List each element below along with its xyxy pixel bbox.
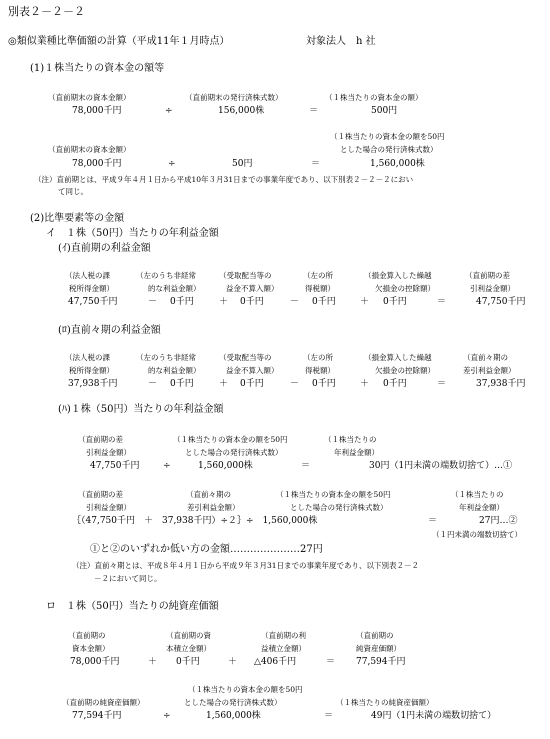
page-title: ◎類似業種比準価額の計算（平成11年１月時点） (8, 36, 230, 47)
c-r2-header-3a: （１株当たりの資本金の額を50円 (276, 490, 391, 499)
c-note-line-1: （注）直前々期とは、平成８年４月１日から平成９年３月31日までの事業年度であり、以下別表２－２ (72, 561, 420, 570)
c-r2-eq: ＝ (428, 516, 438, 526)
a-op-3: － (290, 297, 300, 307)
c-r1-header-2b: とした場合の発行済株式数） (185, 448, 283, 457)
ro-r1-value-4: 77,594千円 (356, 657, 406, 667)
s1-r1-value-1: 78,000千円 (72, 106, 122, 116)
a-value-3: 0千円 (240, 297, 264, 307)
a-header-2a: （左のうち非経常 (136, 271, 196, 280)
b-value-5: 0千円 (383, 379, 407, 389)
a-op-4: ＋ (360, 297, 370, 307)
section-2-i-heading: イ １株（50円）当たりの年利益金額 (46, 228, 219, 239)
section-2-ro-heading: ロ １株（50円）当たりの純資産価額 (46, 601, 219, 612)
s1-r1-eq: ＝ (309, 106, 319, 116)
ro-r1-value-2: 0千円 (176, 657, 200, 667)
ro-r1-header-2b: 本積立金額） (166, 644, 211, 653)
b-op-2: ＋ (219, 379, 229, 389)
c-note-line-2: －２において同じ。 (94, 574, 162, 583)
b-header-2b: 的な利益金額） (148, 366, 201, 375)
a-header-5b: 欠損金の控除額） (375, 284, 435, 293)
s1-r2-eq: ＝ (311, 159, 321, 169)
ro-r1-header-3a: （直前期の利 (261, 631, 306, 640)
s1-note-line-2: て同じ。 (58, 187, 88, 196)
a-header-3b: 益金不算入額） (226, 284, 279, 293)
ro-r2-value-2: 1,560,000株 (206, 711, 261, 721)
a-header-3a: （受取配当等の (219, 271, 272, 280)
c-r2-header-4b: 年利益金額） (459, 503, 504, 512)
ro-r2-result: 49円（1円未満の端数切捨て） (371, 711, 497, 721)
s1-r2-value-3: 1,560,000株 (370, 159, 425, 169)
ro-r1-header-3b: 益積立金額） (261, 644, 306, 653)
c-r2-header-1a: （直前期の差 (78, 490, 123, 499)
c-r1-header-1a: （直前期の差 (78, 435, 123, 444)
table-reference: 別表２－２－２ (8, 5, 85, 18)
ro-r1-header-1a: （直前期の (68, 631, 106, 640)
s1-r1-header-3: （１株当たりの資本金の額） (325, 93, 423, 102)
a-value-1: 47,750千円 (68, 297, 118, 307)
b-header-2a: （左のうち非経常 (136, 353, 196, 362)
b-eq: ＝ (437, 379, 447, 389)
b-header-1a: （法人税の課 (65, 353, 110, 362)
s1-r1-op: ÷ (165, 106, 173, 116)
a-value-4: 0千円 (312, 297, 336, 307)
s1-r2-value-2: 50円 (232, 159, 253, 169)
ro-r1-header-2a: （直前期の資 (166, 631, 211, 640)
c-r2-header-2b: 差引利益金額） (187, 503, 240, 512)
c-r2-rounding-note: （１円未満の端数切捨て） (432, 530, 522, 539)
b-op-4: ＋ (360, 379, 370, 389)
a-header-5a: （損金算入した繰越 (364, 271, 432, 280)
s1-r1-value-2: 156,000株 (218, 106, 265, 116)
b-value-1: 37,938千円 (68, 379, 118, 389)
s1-r2-header-3a: （１株当たりの資本金の額を50円 (330, 132, 445, 141)
b-value-3: 0千円 (240, 379, 264, 389)
b-op-1: － (148, 379, 158, 389)
b-header-3a: （受取配当等の (219, 353, 272, 362)
ro-r2-op: ÷ (163, 711, 171, 721)
a-value-6: 47,750千円 (476, 297, 526, 307)
b-header-6b: 差引利益金額） (463, 366, 516, 375)
ro-r2-value-1: 77,594千円 (72, 711, 122, 721)
a-op-2: ＋ (219, 297, 229, 307)
a-value-2: 0千円 (170, 297, 194, 307)
a-header-4a: （左の所 (303, 271, 333, 280)
b-value-2: 0千円 (170, 379, 194, 389)
c-r2-expression: ｛（47,750千円 ＋ 37,938千円）÷２｝÷ 1,560,000株 (72, 516, 318, 526)
b-header-1b: 税所得金額） (69, 366, 114, 375)
ro-r2-header-2b: とした場合の発行済株式数） (184, 698, 282, 707)
ro-r1-value-3: △406千円 (254, 657, 297, 667)
c-r1-header-3a: （１株当たりの (324, 435, 377, 444)
a-header-4b: 得税額） (305, 284, 335, 293)
c-lower-amount: ①と②のいずれか低い方の金額…………………27円 (90, 544, 323, 555)
s1-r1-header-2: （直前期末の発行済株式数） (185, 93, 283, 102)
ro-r2-header-1: （直前期の純資産価額） (62, 698, 145, 707)
subsection-c-heading: (ﾊ)１株（50円）当たりの年利益金額 (58, 404, 224, 415)
c-r2-header-1b: 引利益金額） (86, 503, 131, 512)
ro-r2-eq: ＝ (324, 711, 334, 721)
a-header-1a: （法人税の課 (65, 271, 110, 280)
ro-r1-value-1: 78,000千円 (70, 657, 120, 667)
c-r1-value-1: 47,750千円 (90, 461, 140, 471)
b-header-4a: （左の所 (303, 353, 333, 362)
ro-r1-header-1b: 資本金額） (72, 644, 110, 653)
c-r2-header-4a: （１株当たりの (451, 490, 504, 499)
a-header-2b: 的な利益金額） (148, 284, 201, 293)
s1-r1-header-1: （直前期末の資本金額） (48, 93, 131, 102)
subject-company: 対象法人 h 社 (306, 36, 376, 47)
c-r1-op: ÷ (163, 461, 171, 471)
s1-r2-header-1: （直前期末の資本金額） (48, 145, 131, 154)
b-header-3b: 益金不算入額） (226, 366, 279, 375)
a-header-6b: 引利益金額） (470, 284, 515, 293)
ro-r2-header-3: （１株当たりの純資産価額） (336, 698, 434, 707)
b-value-6: 37,938千円 (476, 379, 526, 389)
s1-r2-op: ÷ (168, 159, 176, 169)
s1-note-line-1: （注）直前期とは、平成９年４月１日から平成10年３月31日までの事業年度であり、以下別表２－２－２におい (34, 175, 414, 184)
c-r1-value-2: 1,560,000株 (198, 461, 253, 471)
a-eq: ＝ (437, 297, 447, 307)
ro-r1-eq: ＝ (326, 657, 336, 667)
s1-r2-header-3b: とした場合の発行済株式数） (340, 145, 438, 154)
b-header-6a: （直前々期の (463, 353, 508, 362)
ro-r1-header-4a: （直前期の (356, 631, 394, 640)
b-op-3: － (290, 379, 300, 389)
c-r1-header-3b: 年利益金額） (334, 448, 379, 457)
b-header-5b: 欠損金の控除額） (375, 366, 435, 375)
c-r2-header-3b: とした場合の発行済株式数） (290, 503, 388, 512)
ro-r1-header-4b: 純資産価額） (356, 644, 401, 653)
b-header-4b: 得税額） (305, 366, 335, 375)
a-header-6a: （直前期の差 (465, 271, 510, 280)
a-header-1b: 税所得金額） (69, 284, 114, 293)
s1-r2-value-1: 78,000千円 (72, 159, 122, 169)
a-op-1: － (148, 297, 158, 307)
s1-r1-value-3: 500円 (371, 106, 398, 116)
ro-r1-op-1: ＋ (148, 657, 158, 667)
ro-r1-op-2: ＋ (228, 657, 238, 667)
section-2-heading: (2)比準要素等の金額 (30, 213, 125, 224)
c-r1-result: 30円（1円未満の端数切捨て）…① (369, 461, 513, 471)
c-r2-result: 27円…② (479, 516, 518, 526)
ro-r2-header-2a: （１株当たりの資本金の額を50円 (188, 685, 303, 694)
c-r2-header-2a: （直前々期の (186, 490, 231, 499)
section-1-heading: (1)１株当たりの資本金の額等 (30, 63, 165, 74)
c-r1-eq: ＝ (301, 461, 311, 471)
c-r1-header-2a: （１株当たりの資本金の額を50円 (173, 435, 288, 444)
a-value-5: 0千円 (383, 297, 407, 307)
subsection-a-heading: (ｲ)直前期の利益金額 (58, 243, 151, 254)
b-value-4: 0千円 (312, 379, 336, 389)
c-r1-header-1b: 引利益金額） (86, 448, 131, 457)
b-header-5a: （損金算入した繰越 (364, 353, 432, 362)
subsection-b-heading: (ﾛ)直前々期の利益金額 (58, 325, 161, 336)
